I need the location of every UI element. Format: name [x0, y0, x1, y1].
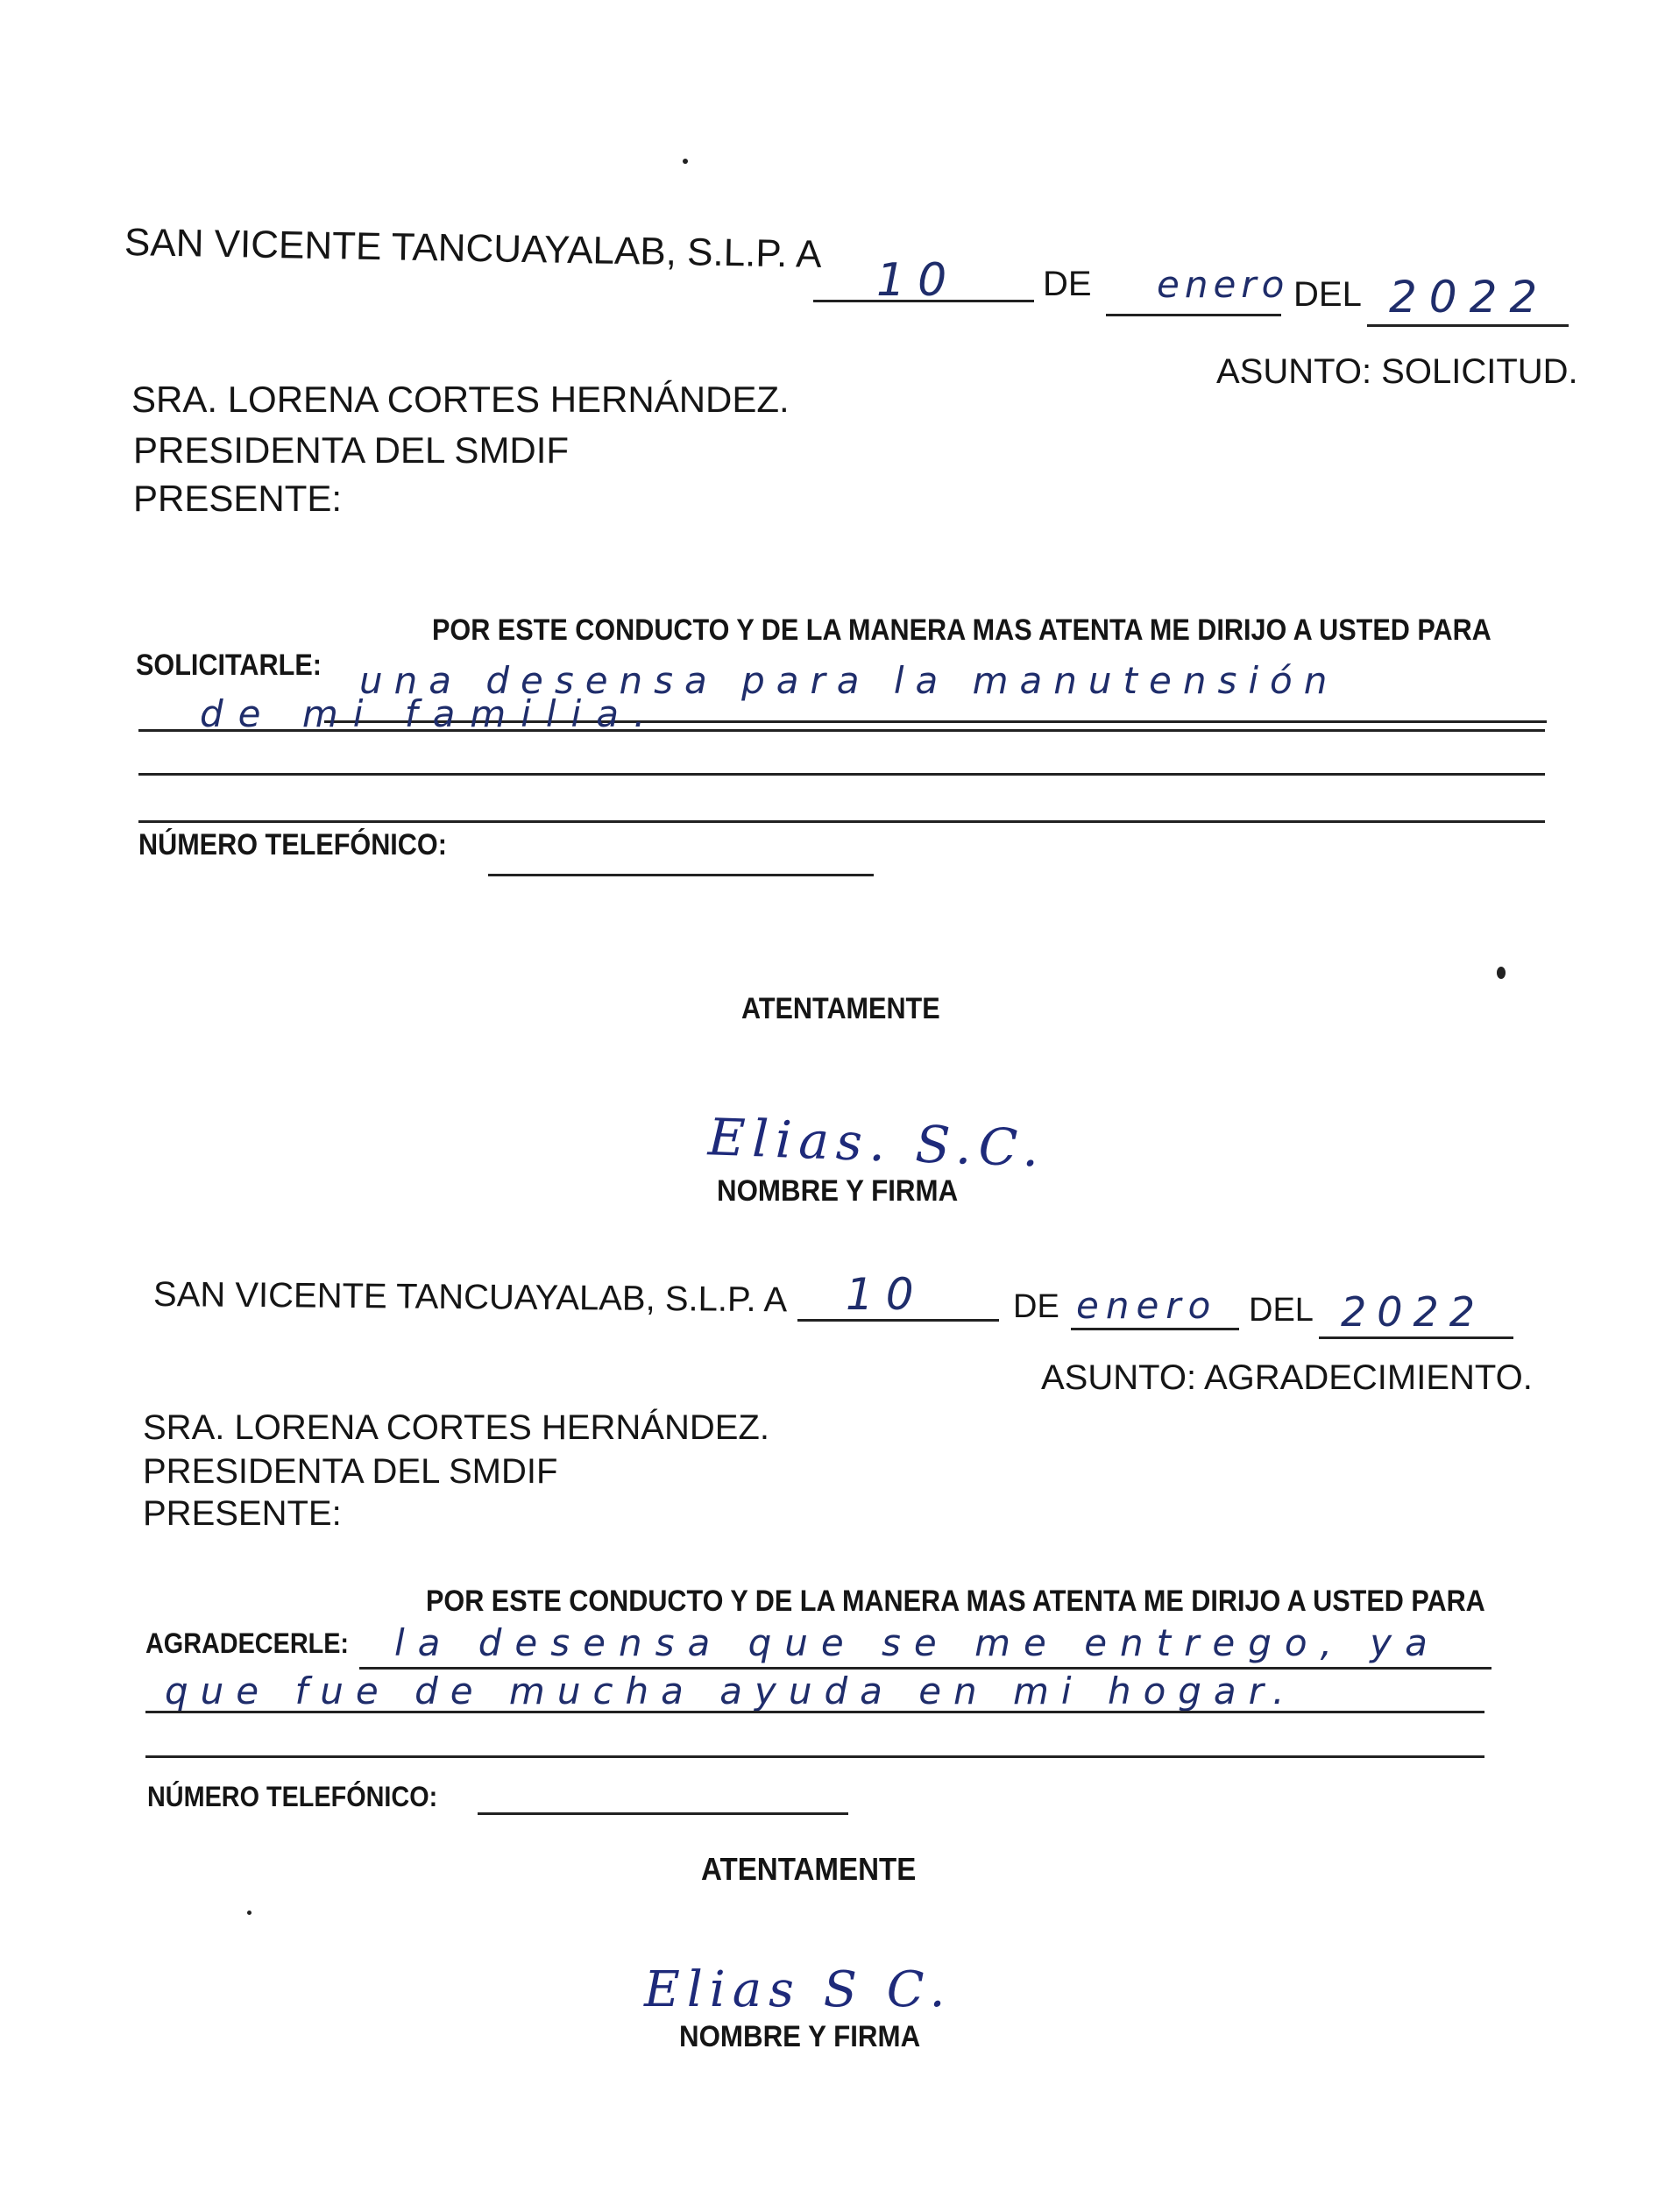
speck: [247, 1911, 252, 1915]
de-label: DE: [1043, 265, 1092, 303]
phone-underline: [488, 874, 874, 876]
month-underline: [1106, 314, 1281, 316]
closing: ATENTAMENTE: [701, 1851, 917, 1887]
phone-underline: [478, 1812, 848, 1815]
recipient-title: PRESIDENTA DEL SMDIF: [143, 1452, 558, 1491]
request-line-3: [138, 773, 1545, 776]
day-value: 10: [846, 1269, 926, 1320]
field-label: SOLICITARLE:: [136, 649, 322, 682]
de-label: DE: [1013, 1288, 1059, 1325]
signature: Elias. S.C.: [706, 1107, 1047, 1179]
recipient-title: PRESIDENTA DEL SMDIF: [133, 429, 570, 471]
year-value: 2022: [1389, 272, 1550, 323]
recipient-name: SRA. LORENA CORTES HERNÁNDEZ.: [131, 379, 790, 420]
month-value: enero: [1076, 1284, 1218, 1327]
handwritten-line-1: la desensa que se me entrego, ya: [394, 1621, 1441, 1664]
day-value: 10: [876, 254, 960, 307]
del-label: DEL: [1249, 1292, 1314, 1329]
year-underline: [1319, 1336, 1513, 1339]
signature-label: NOMBRE Y FIRMA: [717, 1174, 959, 1208]
signature-label: NOMBRE Y FIRMA: [679, 2020, 921, 2053]
phone-label: NÚMERO TELEFÓNICO:: [138, 828, 447, 861]
year-underline: [1367, 324, 1569, 327]
subject: ASUNTO: SOLICITUD.: [1216, 352, 1578, 391]
request-line-3: [145, 1755, 1484, 1758]
request-line-4: [138, 820, 1545, 823]
month-underline: [1071, 1328, 1239, 1330]
intro-text: POR ESTE CONDUCTO Y DE LA MANERA MAS ATENTA ME DIRIJO A USTED PARA: [426, 1585, 1485, 1618]
subject: ASUNTO: AGRADECIMIENTO.: [1041, 1358, 1533, 1397]
place-label: SAN VICENTE TANCUAYALAB, S.L.P. A: [152, 1275, 788, 1320]
place-label: SAN VICENTE TANCUAYALAB, S.L.P. A: [124, 221, 822, 276]
handwritten-line-1: una desensa para la manutensión: [359, 659, 1339, 702]
recipient-greeting: PRESENTE:: [133, 478, 343, 519]
request-line-2: [138, 729, 1545, 732]
recipient-name: SRA. LORENA CORTES HERNÁNDEZ.: [143, 1408, 769, 1447]
field-label: AGRADECERLE:: [145, 1627, 350, 1659]
month-value: enero: [1157, 263, 1290, 306]
recipient-greeting: PRESENTE:: [143, 1494, 342, 1533]
intro-text: POR ESTE CONDUCTO Y DE LA MANERA MAS ATENTA ME DIRIJO A USTED PARA: [432, 613, 1491, 647]
del-label: DEL: [1293, 275, 1362, 314]
year-value: 2022: [1341, 1288, 1486, 1336]
request-line-2: [145, 1711, 1484, 1713]
handwritten-line-2: que fue de mucha ayuda en mi hogar.: [165, 1670, 1297, 1712]
handwritten-line-2: de mi familia.: [200, 692, 661, 735]
speck: [683, 159, 688, 164]
phone-label: NÚMERO TELEFÓNICO:: [147, 1781, 438, 1812]
closing: ATENTAMENTE: [741, 992, 940, 1025]
speck: [1497, 967, 1506, 979]
signature: Elias S C.: [644, 1961, 953, 2018]
